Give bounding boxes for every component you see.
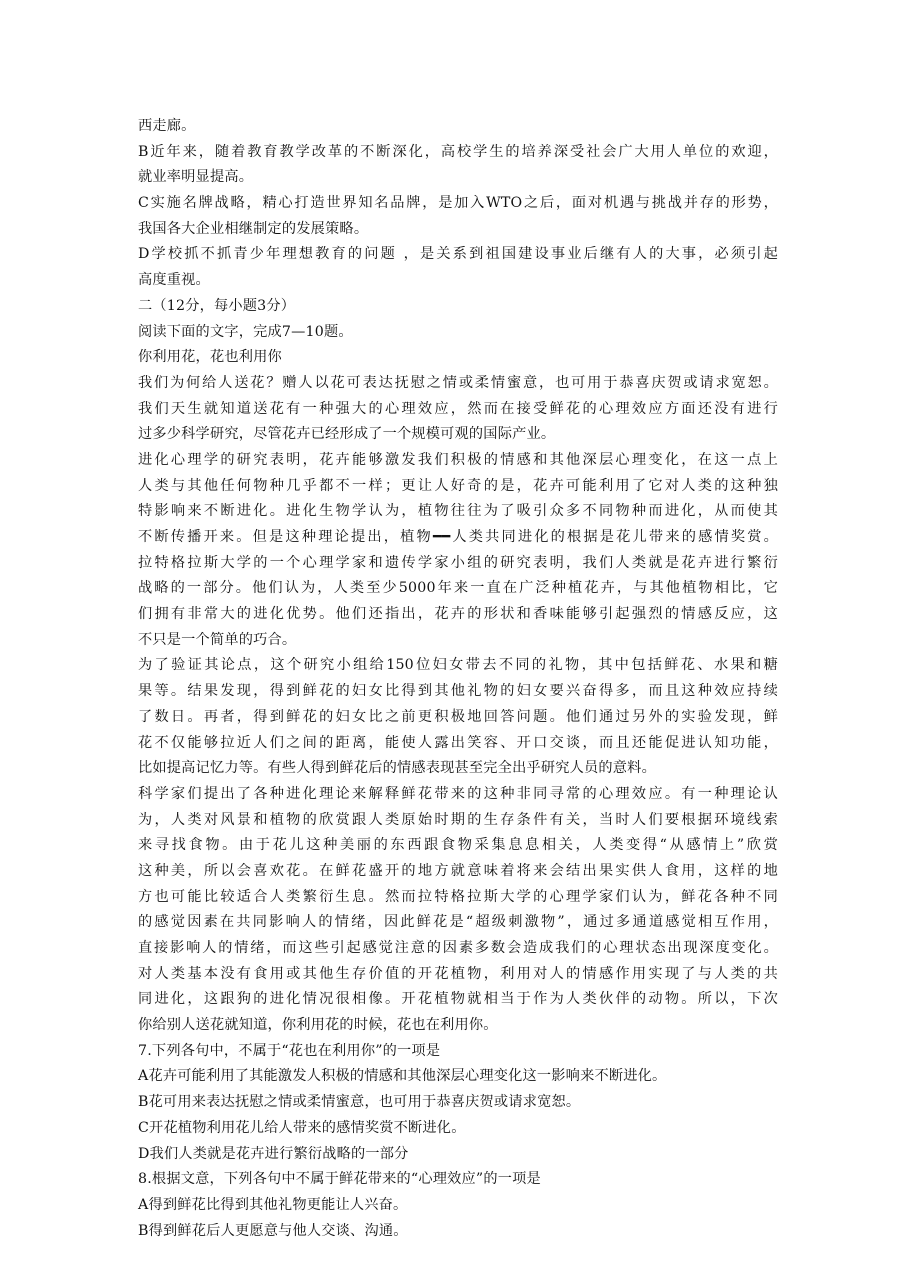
text-line: 为，人类对风景和植物的欣赏跟人类原始时期的生存条件有关，当时人们要根据环境线索 bbox=[138, 811, 778, 828]
text-line: 我国各大企业相继制定的发展策略。 bbox=[138, 220, 369, 237]
text-line: 你给别人送花就知道，你利用花的时候，花也在利用你。 bbox=[138, 1017, 498, 1034]
text-line: D学校抓不抓青少年理想教育的问题 ，是关系到祖国建设事业后继有人的大事，必须引起 bbox=[138, 246, 778, 263]
text-line: 进化心理学的研究表明，花卉能够激发我们积极的情感和其他深层心理变化，在这一点上 bbox=[138, 451, 778, 468]
text-line: 对人类基本没有食用或其他生存价值的开花植物，利用对人的情感作用实现了与人类的共 bbox=[138, 965, 778, 982]
document-page bbox=[138, 114, 778, 1244]
text-line: 不只是一个简单的巧合。 bbox=[138, 631, 297, 648]
text-line: 果等。结果发现，得到鲜花的妇女比得到其他礼物的妇女要兴奋得多，而且这种效应持续 bbox=[138, 683, 778, 700]
text-line: 二（12分，每小题3分） bbox=[138, 297, 296, 314]
text-line: 了数日。再者，得到鲜花的妇女比之前更积极地回答问题。他们通过另外的实验发现，鲜 bbox=[138, 708, 778, 725]
text-line: 人类与其他任何物种几乎都不一样；更让人好奇的是，花卉可能利用了它对人类的这种独 bbox=[138, 477, 778, 494]
text-line: 我们为何给人送花？赠人以花可表达抚慰之情或柔情蜜意，也可用于恭喜庆贺或请求宽恕。 bbox=[138, 374, 778, 391]
text-line: B得到鲜花后人更愿意与他人交谈、沟通。 bbox=[138, 1222, 408, 1239]
text-line: A得到鲜花比得到其他礼物更能让人兴奋。 bbox=[138, 1196, 408, 1213]
text-line: 科学家们提出了各种进化理论来解释鲜花带来的这种非同寻常的心理效应。有一种理论认 bbox=[138, 785, 778, 802]
text-line: 过多少科学研究，尽管花卉已经形成了一个规模可观的国际产业。 bbox=[138, 426, 556, 443]
text-line: B近年来，随着教育教学改革的不断深化，高校学生的培养深受社会广大用人单位的欢迎， bbox=[138, 143, 778, 160]
text-line: 7.下列各句中，不属于“花也在利用你”的一项是 bbox=[138, 1042, 441, 1059]
text-line: 来寻找食物。由于花儿这种美丽的东西跟食物采集息息相关，人类变得“从感情上”欣赏 bbox=[138, 837, 778, 854]
text-line: 战略的一部分。他们认为，人类至少5000年来一直在广泛种植花卉，与其他植物相比，它 bbox=[138, 580, 778, 597]
text-line: 的感觉因素在共同影响人的情绪，因此鲜花是“超级刺激物”，通过多通道感觉相互作用， bbox=[138, 914, 778, 931]
text-line: 我们天生就知道送花有一种强大的心理效应，然而在接受鲜花的心理效应方面还没有进行 bbox=[138, 400, 778, 417]
text-line: C实施名牌战略，精心打造世界知名品牌，是加入WTO之后，面对机遇与挑战并存的形势， bbox=[138, 195, 778, 212]
text-line: 方也可能比较适合人类繁衍生息。然而拉特格拉斯大学的心理学家们认为，鲜花各种不同 bbox=[138, 888, 778, 905]
text-line: 8.根据文意，下列各句中不属于鲜花带来的“心理效应”的一项是 bbox=[138, 1171, 541, 1188]
text-line: 特影响来不断进化。进化生物学认为，植物往往为了吸引众多不同物种而进化，从而使其 bbox=[138, 503, 778, 520]
text-line: B花可用来表达抚慰之情或柔情蜜意，也可用于恭喜庆贺或请求宽恕。 bbox=[138, 1094, 581, 1111]
text-line: 花不仅能够拉近人们之间的距离，能使人露出笑容、开口交谈，而且还能促进认知功能， bbox=[138, 734, 778, 751]
text-line: 西走廊。 bbox=[138, 118, 196, 134]
text-line: 们拥有非常大的进化优势。他们还指出，花卉的形状和香味能够引起强烈的情感反应，这 bbox=[138, 606, 778, 623]
text-line: 不断传播开来。但是这种理论提出，植物━━人类共同进化的根据是花儿带来的感情奖赏。 bbox=[138, 529, 778, 545]
text-line: C开花植物利用花儿给人带来的感情奖赏不断进化。 bbox=[138, 1119, 466, 1136]
text-line: 比如提高记忆力等。有些人得到鲜花后的情感表现甚至完全出乎研究人员的意料。 bbox=[138, 760, 656, 777]
text-line: 阅读下面的文字，完成7—10题。 bbox=[138, 323, 353, 340]
text-line: D我们人类就是花卉进行繁衍战略的一部分 bbox=[138, 1145, 409, 1162]
text-line: 为了验证其论点，这个研究小组给150位妇女带去不同的礼物，其中包括鲜花、水果和糖 bbox=[138, 657, 778, 674]
text-line: 这种美，所以会喜欢花。在鲜花盛开的地方就意味着将来会结出果实供人食用，这样的地 bbox=[138, 862, 778, 879]
text-line: 高度重视。 bbox=[138, 272, 210, 289]
text-line: 你利用花，花也利用你 bbox=[138, 349, 282, 366]
text-line: 同进化，这跟狗的进化情况很相像。开花植物就相当于作为人类伙伴的动物。所以，下次 bbox=[138, 991, 778, 1008]
text-line: 拉特格拉斯大学的一个心理学家和遗传学家小组的研究表明，我们人类就是花卉进行繁衍 bbox=[138, 554, 778, 571]
text-line: A花卉可能利用了其能激发人积极的情感和其他深层心理变化这一影响来不断进化。 bbox=[138, 1068, 667, 1085]
text-line: 直接影响人的情绪，而这些引起感觉注意的因素多数会造成我们的心理状态出现深度变化。 bbox=[138, 940, 778, 956]
text-line: 就业率明显提高。 bbox=[138, 169, 254, 186]
